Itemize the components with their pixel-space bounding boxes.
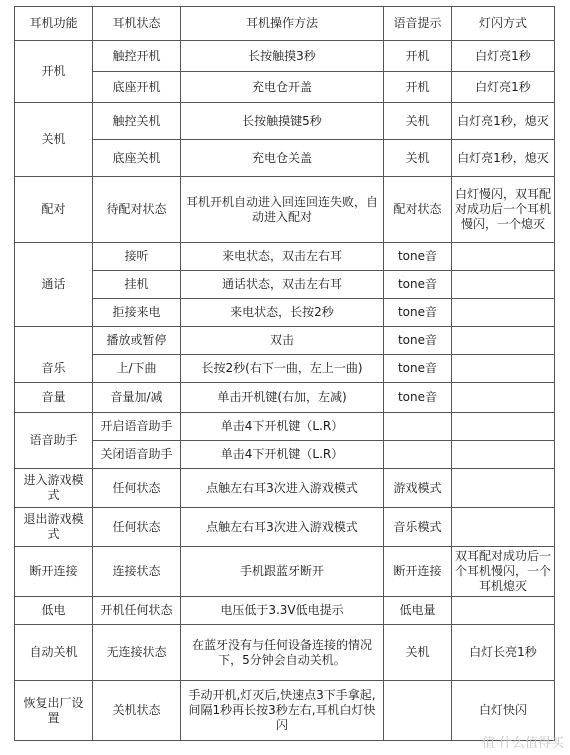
operation-cell: 充电仓关盖 xyxy=(181,140,384,177)
function-cell: 恢复出厂设置 xyxy=(15,681,93,741)
table-row xyxy=(15,547,555,597)
table-row xyxy=(15,597,555,625)
light-cell xyxy=(452,413,555,441)
state-cell: 音量加/减 xyxy=(93,383,181,413)
light-cell xyxy=(452,441,555,469)
light-cell: 白灯亮1秒 xyxy=(452,72,555,103)
function-cell: 配对 xyxy=(15,177,93,243)
light-cell xyxy=(452,597,555,625)
state-cell: 开机任何状态 xyxy=(93,597,181,625)
light-cell xyxy=(452,327,555,355)
function-cell: 低电 xyxy=(15,597,93,625)
table-row xyxy=(15,469,555,508)
light-cell xyxy=(452,508,555,547)
voice-cell: tone音 xyxy=(384,383,452,413)
voice-cell: 配对状态 xyxy=(384,177,452,243)
state-cell: 底座开机 xyxy=(93,72,181,103)
light-cell xyxy=(452,383,555,413)
state-cell: 连接状态 xyxy=(93,547,181,597)
light-cell xyxy=(452,243,555,271)
function-table xyxy=(14,6,555,741)
function-cell: 进入游戏模式 xyxy=(15,469,93,508)
state-cell: 任何状态 xyxy=(93,469,181,508)
operation-cell: 长按2秒(右下一曲，左上一曲) xyxy=(181,355,384,383)
table-row xyxy=(15,383,555,413)
voice-cell: tone音 xyxy=(384,327,452,355)
voice-cell: 游戏模式 xyxy=(384,469,452,508)
state-cell: 拒接来电 xyxy=(93,299,181,327)
header-voice: 语音提示 xyxy=(384,7,452,41)
table-row xyxy=(15,355,555,383)
light-cell: 白灯快闪 xyxy=(452,681,555,741)
table-row xyxy=(15,413,555,441)
function-cell: 退出游戏模式 xyxy=(15,508,93,547)
light-cell: 白灯亮1秒，熄灭 xyxy=(452,140,555,177)
operation-cell: 点触左右耳3次进入游戏模式 xyxy=(181,469,384,508)
function-cell: 音乐 xyxy=(15,327,93,383)
table-row xyxy=(15,327,555,355)
function-cell: 断开连接 xyxy=(15,547,93,597)
operation-cell: 长按触摸键5秒 xyxy=(181,103,384,140)
voice-cell: tone音 xyxy=(384,271,452,299)
function-cell: 自动关机 xyxy=(15,625,93,681)
table-row xyxy=(15,299,555,327)
voice-cell: 开机 xyxy=(384,41,452,72)
table-row xyxy=(15,243,555,271)
function-cell: 音量 xyxy=(15,383,93,413)
table-row xyxy=(15,177,555,243)
table-row xyxy=(15,271,555,299)
voice-cell: 关机 xyxy=(384,140,452,177)
operation-cell: 单击开机键(右加，左减) xyxy=(181,383,384,413)
state-cell: 关机状态 xyxy=(93,681,181,741)
operation-cell: 电压低于3.3V低电提示 xyxy=(181,597,384,625)
state-cell: 待配对状态 xyxy=(93,177,181,243)
light-cell: 白灯亮1秒 xyxy=(452,41,555,72)
header-light: 灯闪方式 xyxy=(452,7,555,41)
table-row xyxy=(15,681,555,741)
header-state: 耳机状态 xyxy=(93,7,181,41)
operation-cell: 充电仓开盖 xyxy=(181,72,384,103)
state-cell: 播放或暂停 xyxy=(93,327,181,355)
operation-cell: 在蓝牙没有与任何设备连接的情况下，5分钟会自动关机。 xyxy=(181,625,384,681)
voice-cell: 开机 xyxy=(384,72,452,103)
function-cell: 通话 xyxy=(15,243,93,327)
header-row xyxy=(15,7,555,41)
operation-cell: 来电状态，双击左右耳 xyxy=(181,243,384,271)
function-cell: 语音助手 xyxy=(15,413,93,469)
operation-cell: 点触左右耳3次进入游戏模式 xyxy=(181,508,384,547)
state-cell: 无连接状态 xyxy=(93,625,181,681)
voice-cell xyxy=(384,413,452,441)
state-cell: 关闭语音助手 xyxy=(93,441,181,469)
operation-cell: 双击 xyxy=(181,327,384,355)
state-cell: 触控开机 xyxy=(93,41,181,72)
voice-cell: 断开连接 xyxy=(384,547,452,597)
operation-cell: 长按触摸3秒 xyxy=(181,41,384,72)
operation-cell: 手动开机,灯灭后,快速点3下手拿起,间隔1秒再长按3秒左右,耳机白灯快闪 xyxy=(181,681,384,741)
operation-cell: 通话状态，双击左右耳 xyxy=(181,271,384,299)
table-row xyxy=(15,140,555,177)
state-cell: 开启语音助手 xyxy=(93,413,181,441)
voice-cell: 关机 xyxy=(384,103,452,140)
voice-cell xyxy=(384,441,452,469)
voice-cell: tone音 xyxy=(384,243,452,271)
table-row xyxy=(15,41,555,72)
state-cell: 触控关机 xyxy=(93,103,181,140)
light-cell: 白灯长亮1秒 xyxy=(452,625,555,681)
table-row xyxy=(15,72,555,103)
header-function: 耳机功能 xyxy=(15,7,93,41)
watermark: 值 什么值得买 xyxy=(481,736,564,751)
operation-cell: 手机跟蓝牙断开 xyxy=(181,547,384,597)
header-operation: 耳机操作方法 xyxy=(181,7,384,41)
light-cell xyxy=(452,355,555,383)
light-cell: 双耳配对成功后一个耳机慢闪，一个耳机熄灭 xyxy=(452,547,555,597)
operation-cell: 单击4下开机键（L.R） xyxy=(181,441,384,469)
function-cell: 开机 xyxy=(15,41,93,103)
operation-cell: 单击4下开机键（L.R） xyxy=(181,413,384,441)
voice-cell: 音乐模式 xyxy=(384,508,452,547)
state-cell: 任何状态 xyxy=(93,508,181,547)
light-cell: 白灯慢闪，双耳配对成功后一个耳机慢闪，一个熄灭 xyxy=(452,177,555,243)
state-cell: 底座关机 xyxy=(93,140,181,177)
table-row xyxy=(15,508,555,547)
operation-cell: 耳机开机自动进入回连回连失败，自动进入配对 xyxy=(181,177,384,243)
table-row xyxy=(15,441,555,469)
voice-cell: 关机 xyxy=(384,625,452,681)
operation-cell: 来电状态，长按2秒 xyxy=(181,299,384,327)
voice-cell: tone音 xyxy=(384,299,452,327)
state-cell: 挂机 xyxy=(93,271,181,299)
light-cell xyxy=(452,299,555,327)
light-cell xyxy=(452,271,555,299)
voice-cell: tone音 xyxy=(384,355,452,383)
state-cell: 接听 xyxy=(93,243,181,271)
voice-cell xyxy=(384,681,452,741)
function-cell: 关机 xyxy=(15,103,93,177)
state-cell: 上/下曲 xyxy=(93,355,181,383)
table-row xyxy=(15,103,555,140)
light-cell: 白灯亮1秒，熄灭 xyxy=(452,103,555,140)
light-cell xyxy=(452,469,555,508)
table-row xyxy=(15,625,555,681)
voice-cell: 低电量 xyxy=(384,597,452,625)
